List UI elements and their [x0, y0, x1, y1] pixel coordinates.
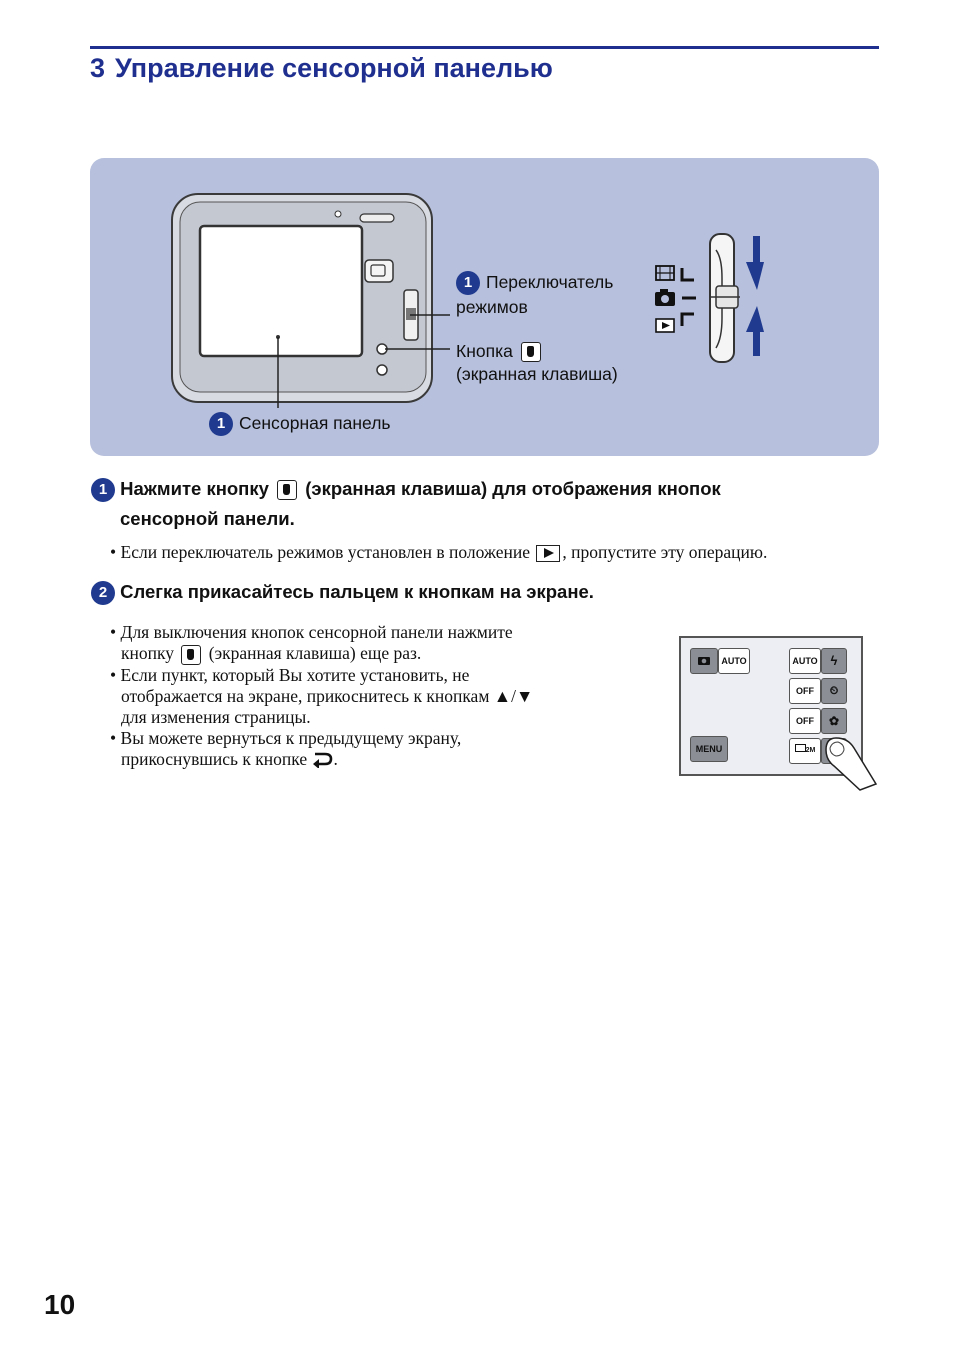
page-title: [90, 53, 553, 84]
bullet-1-text-a: кнопку: [121, 643, 174, 663]
step-2-bullets: [110, 622, 610, 770]
bullet-3-text-a: прикоснувшись к кнопке: [121, 748, 308, 769]
callout-number-1: 1: [456, 271, 480, 295]
callout-number-1b: 1: [209, 412, 233, 436]
button-label-text: Кнопка: [456, 341, 513, 361]
step-1-text-a: Нажмите кнопку: [120, 478, 269, 499]
bullet-3-line1: • Вы можете вернуться к предыдущему экрану,: [110, 727, 462, 748]
selftimer-icon[interactable]: ⏲: [821, 678, 847, 704]
bullet-1-text-b: (экранная клавиша) еще раз.: [208, 643, 422, 663]
flash-value[interactable]: AUTO: [789, 648, 821, 674]
button-sublabel: (экранная клавиша): [456, 364, 618, 384]
step-1-note-b: , пропустите эту операцию.: [562, 542, 768, 562]
camera-icon: [697, 655, 711, 666]
mode-switch-label-line1: Переключатель: [486, 272, 614, 292]
macro-value[interactable]: OFF: [789, 708, 821, 734]
selftimer-value[interactable]: OFF: [789, 678, 821, 704]
touch-panel-label: [209, 412, 391, 436]
section-title: Управление сенсорной панелью: [115, 53, 553, 83]
playback-icon: [536, 545, 560, 562]
camera-mode-icon: [655, 289, 675, 306]
step-1-text-b: (экранная клавиша) для отображения кнопок: [305, 478, 721, 499]
image-size-value[interactable]: [789, 738, 821, 764]
touch-key-icon: [277, 480, 297, 500]
button-label: [456, 340, 544, 362]
camera-illustration: [160, 180, 450, 410]
bullet-2-line2: отображается на экране, прикоснитесь к кнопкам ▲/▼: [121, 685, 534, 706]
touch-key-icon: [521, 342, 541, 362]
movie-mode-icon: [656, 266, 674, 280]
touch-panel-label-text: Сенсорная панель: [239, 413, 391, 433]
menu-button[interactable]: MENU: [690, 736, 728, 762]
bullet-2-line3: для изменения страницы.: [121, 706, 311, 727]
bullet-1-line1: • Для выключения кнопок сенсорной панели нажмите: [110, 622, 513, 642]
image-size-text: 2M: [805, 747, 816, 754]
auto-mode-button[interactable]: AUTO: [718, 648, 750, 674]
step-1-number: 1: [91, 478, 115, 502]
mode-switch-diagram: [650, 228, 770, 368]
step-1-note-a: Если переключатель режимов установлен в положение: [120, 542, 531, 562]
step-2-number: 2: [91, 581, 115, 605]
bullet-1-line2: [110, 643, 610, 665]
bullet-3-text: Вы можете вернуться к предыдущему экрану,: [120, 727, 462, 748]
step-2-text: Слегка прикасайтесь пальцем к кнопкам на экране.: [120, 581, 594, 602]
camera-mode-button[interactable]: [690, 648, 718, 674]
return-icon: [311, 750, 333, 768]
mode-switch-label-line2: режимов: [456, 297, 528, 317]
page-number: 10: [44, 1289, 76, 1320]
bullet-3-text-end: .: [333, 748, 338, 769]
section-number: 3: [90, 53, 106, 83]
step-1-heading-line2: сенсорной панели.: [120, 508, 295, 529]
bullet-2-line1: • Если пункт, который Вы хотите установить, не: [110, 664, 470, 685]
bullet-1-text: Для выключения кнопок сенсорной панели нажмите: [120, 622, 513, 642]
header-rule: [90, 46, 879, 49]
finger-illustration: [820, 732, 880, 792]
playback-mode-icon: [656, 319, 674, 332]
macro-icon[interactable]: ✿: [821, 708, 847, 734]
touch-key-icon: [181, 645, 201, 665]
bullet-3-line2: [110, 749, 610, 770]
bullet-2-text: Если пункт, который Вы хотите установить, не: [120, 664, 470, 685]
step-2-heading: [91, 579, 594, 605]
flash-icon[interactable]: ϟ: [821, 648, 847, 674]
step-1-note: • Если переключатель режимов установлен в положение , пропустите эту операцию.: [110, 542, 768, 562]
step-1-heading: [91, 476, 881, 502]
mode-switch-label: [456, 271, 613, 295]
